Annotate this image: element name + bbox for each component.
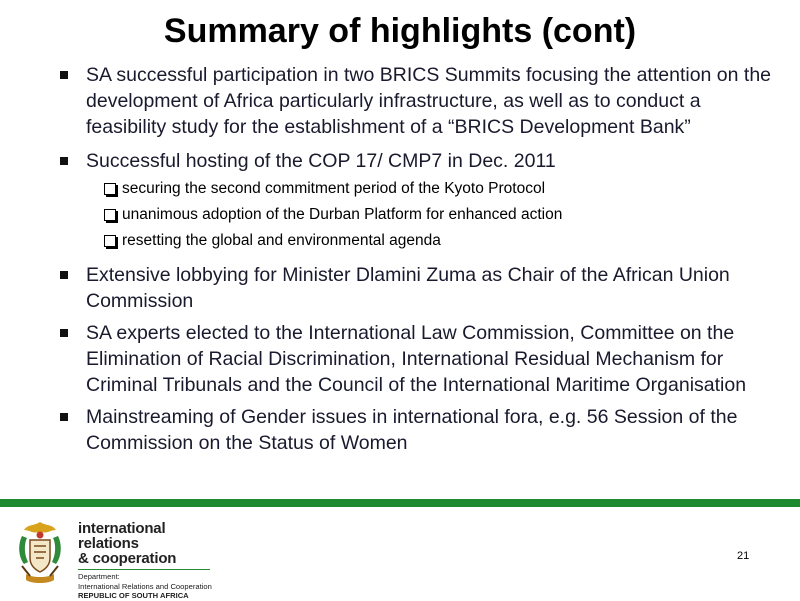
- footer-divider: [0, 499, 800, 507]
- sub-bullet-item: [104, 176, 778, 202]
- org-name-line2: & cooperation: [78, 550, 177, 567]
- org-name-line1: international relations: [78, 520, 166, 552]
- bullet-square-icon: [60, 157, 68, 165]
- sub-bullet-item: [104, 202, 778, 228]
- slide-title: Summary of highlights (cont): [163, 12, 637, 50]
- sub-bullet-text: unanimous adoption of the Durban Platform for enhanced action: [122, 206, 563, 223]
- bullet-square-icon: [60, 413, 68, 421]
- department-label: Department:: [78, 572, 120, 581]
- sub-bullet-text: resetting the global and environmental agenda: [122, 232, 441, 249]
- bullet-square-icon: [60, 71, 68, 79]
- bullet-text: SA successful participation in two BRICS Summits focusing the attention on the development of Africa particularly infrastructure, as well as to conduct a feasibility study for the establishment of a “BRICS Development Bank”: [86, 64, 772, 138]
- org-divider: [78, 569, 210, 570]
- checkbox-bullet-icon: [104, 183, 116, 195]
- bullet-square-icon: [60, 271, 68, 279]
- coat-of-arms-icon: [14, 518, 66, 590]
- checkbox-bullet-icon: [104, 209, 116, 221]
- bullet-list: [58, 62, 778, 456]
- organisation-logo-text: [78, 521, 218, 601]
- bullet-text: Successful hosting of the COP 17/ CMP7 in Dec. 2011: [86, 150, 556, 172]
- country-name: REPUBLIC OF SOUTH AFRICA: [78, 591, 189, 600]
- bullet-item: [58, 62, 778, 140]
- bullet-item: [58, 262, 778, 314]
- bullet-square-icon: [60, 329, 68, 337]
- page-number: 21: [737, 550, 750, 562]
- sub-bullet-text: securing the second commitment period of the Kyoto Protocol: [122, 180, 546, 197]
- bullet-text: Mainstreaming of Gender issues in international fora, e.g. 56 Session of the Commission on the Status of Women: [86, 406, 738, 454]
- bullet-item: [58, 148, 778, 174]
- bullet-text: Extensive lobbying for Minister Dlamini Zuma as Chair of the African Union Commission: [86, 264, 730, 312]
- sub-bullet-list: [58, 176, 778, 254]
- bullet-item: [58, 404, 778, 456]
- department-name: International Relations and Cooperation: [78, 581, 212, 591]
- checkbox-bullet-icon: [104, 235, 116, 247]
- sub-bullet-item: [104, 228, 778, 254]
- bullet-text: SA experts elected to the International Law Commission, Committee on the Elimination of Racial Discrimination, International Residual Mechanism for Criminal Tribunals and the Council of the International Maritime Organisation: [86, 322, 747, 396]
- bullet-item: [58, 320, 778, 398]
